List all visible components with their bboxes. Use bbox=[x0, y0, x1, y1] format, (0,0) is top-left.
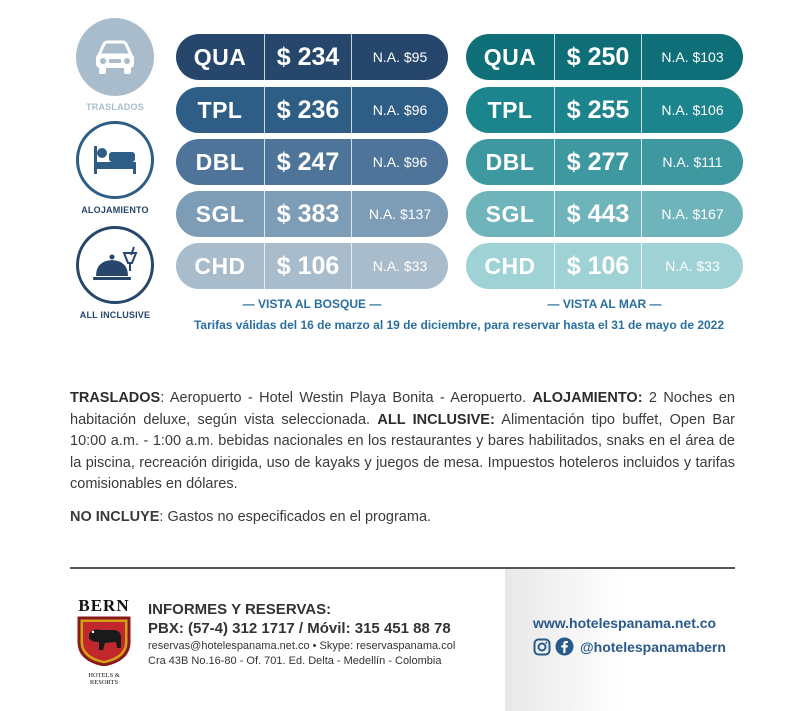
room-code: SGL bbox=[195, 200, 245, 227]
package-description bbox=[70, 388, 735, 496]
mar-row-tpl bbox=[466, 87, 743, 133]
mar-row-chd bbox=[466, 243, 743, 289]
bosque-row-sgl bbox=[176, 191, 448, 237]
room-na: N.A. $96 bbox=[372, 154, 428, 170]
room-na: N.A. $106 bbox=[661, 102, 724, 118]
no-incluye-heading: NO INCLUYE bbox=[70, 509, 160, 525]
no-incluye bbox=[70, 509, 431, 525]
room-price: $ 383 bbox=[264, 191, 352, 237]
logo-text: BERN bbox=[78, 596, 130, 615]
bosque-row-dbl bbox=[176, 139, 448, 185]
logo-subtitle: HOTELS & RESORTS bbox=[88, 672, 120, 686]
room-na: N.A. $103 bbox=[661, 49, 724, 65]
mar-row-qua bbox=[466, 34, 743, 80]
contact-title: INFORMES Y RESERVAS: bbox=[148, 601, 332, 618]
facebook-icon[interactable] bbox=[555, 637, 574, 656]
mar-row-dbl bbox=[466, 139, 743, 185]
alojamiento-heading: ALOJAMIENTO: bbox=[532, 390, 643, 406]
mar-caption: — VISTA AL MAR — bbox=[547, 297, 662, 311]
traslados-label: TRASLADOS bbox=[86, 102, 144, 112]
room-code: CHD bbox=[194, 252, 246, 279]
room-code: DBL bbox=[195, 148, 245, 175]
room-code: CHD bbox=[484, 252, 536, 279]
bosque-row-chd bbox=[176, 243, 448, 289]
room-na: N.A. $167 bbox=[661, 206, 724, 222]
bosque-caption: — VISTA AL BOSQUE — bbox=[242, 297, 382, 311]
room-na: N.A. $96 bbox=[372, 102, 428, 118]
bosque-row-tpl bbox=[176, 87, 448, 133]
bear-crest-icon bbox=[75, 616, 133, 666]
room-code: DBL bbox=[485, 148, 535, 175]
bosque-row-qua bbox=[176, 34, 448, 80]
validity-note: Tarifas válidas del 16 de marzo al 19 de diciembre, para reservar hasta el 31 de mayo de 2022 bbox=[193, 318, 725, 332]
social-handle[interactable]: @hotelespanamabern bbox=[580, 638, 726, 655]
alojamiento-text: 2 Noches en habitación deluxe, según vista seleccionada. bbox=[70, 390, 735, 428]
allinclusive-heading: ALL INCLUSIVE: bbox=[377, 411, 495, 428]
allinclusive-icon-block bbox=[65, 226, 165, 320]
alojamiento-label: ALOJAMIENTO bbox=[81, 205, 149, 215]
room-na: N.A. $95 bbox=[372, 49, 428, 65]
room-price: $ 443 bbox=[554, 191, 642, 237]
room-price: $ 250 bbox=[554, 34, 642, 80]
room-price: $ 106 bbox=[554, 243, 642, 289]
room-na: N.A. $137 bbox=[368, 206, 432, 222]
room-price: $ 255 bbox=[554, 87, 642, 133]
bern-logo bbox=[75, 596, 133, 686]
mar-row-sgl bbox=[466, 191, 743, 237]
cloche-cocktail-icon bbox=[76, 226, 154, 304]
room-na: N.A. $111 bbox=[662, 154, 723, 170]
room-price: $ 247 bbox=[264, 139, 352, 185]
bed-icon bbox=[76, 121, 154, 199]
room-price: $ 277 bbox=[554, 139, 642, 185]
allinclusive-label: ALL INCLUSIVE bbox=[79, 310, 151, 320]
contact-phone: PBX: (57-4) 312 1717 / Móvil: 315 451 88 78 bbox=[148, 620, 451, 637]
instagram-icon[interactable] bbox=[533, 638, 551, 656]
contact-email[interactable]: reservas@hotelespanama.net.co • Skype: reservaspanama.col bbox=[148, 640, 456, 652]
social-links bbox=[533, 637, 726, 656]
room-code: QUA bbox=[483, 43, 537, 70]
traslados-icon-block bbox=[65, 18, 165, 112]
room-na: N.A. $33 bbox=[665, 258, 720, 274]
allinclusive-text: Alimentación tipo buffet, Open Bar 10:00 a.m. - 1:00 a.m. bebidas nacionales en los restaurantes y bares habilitados, snaks en el área de la piscina, recreación dirigida, uso de kayaks y juegos de mesa. Impuestos hoteleros incluidos y tarifas comisionables en dólares. bbox=[70, 411, 735, 492]
room-price: $ 106 bbox=[264, 243, 352, 289]
room-price: $ 236 bbox=[264, 87, 352, 133]
website-link[interactable]: www.hotelespanama.net.co bbox=[533, 615, 717, 631]
no-incluye-text: : Gastos no especificados en el programa. bbox=[159, 509, 432, 525]
room-code: SGL bbox=[485, 200, 535, 227]
traslados-text: : Aeropuerto - Hotel Westin Playa Bonita - Aeropuerto. bbox=[160, 390, 533, 406]
car-icon bbox=[76, 18, 154, 96]
alojamiento-icon-block bbox=[65, 121, 165, 215]
room-price: $ 234 bbox=[264, 34, 352, 80]
room-code: TPL bbox=[197, 96, 243, 123]
room-na: N.A. $33 bbox=[372, 258, 428, 274]
room-code: QUA bbox=[193, 43, 247, 70]
room-code: TPL bbox=[487, 96, 533, 123]
traslados-heading: TRASLADOS bbox=[70, 390, 161, 406]
contact-address: Cra 43B No.16-80 - Of. 701. Ed. Delta - Medellín - Colombia bbox=[148, 655, 442, 667]
